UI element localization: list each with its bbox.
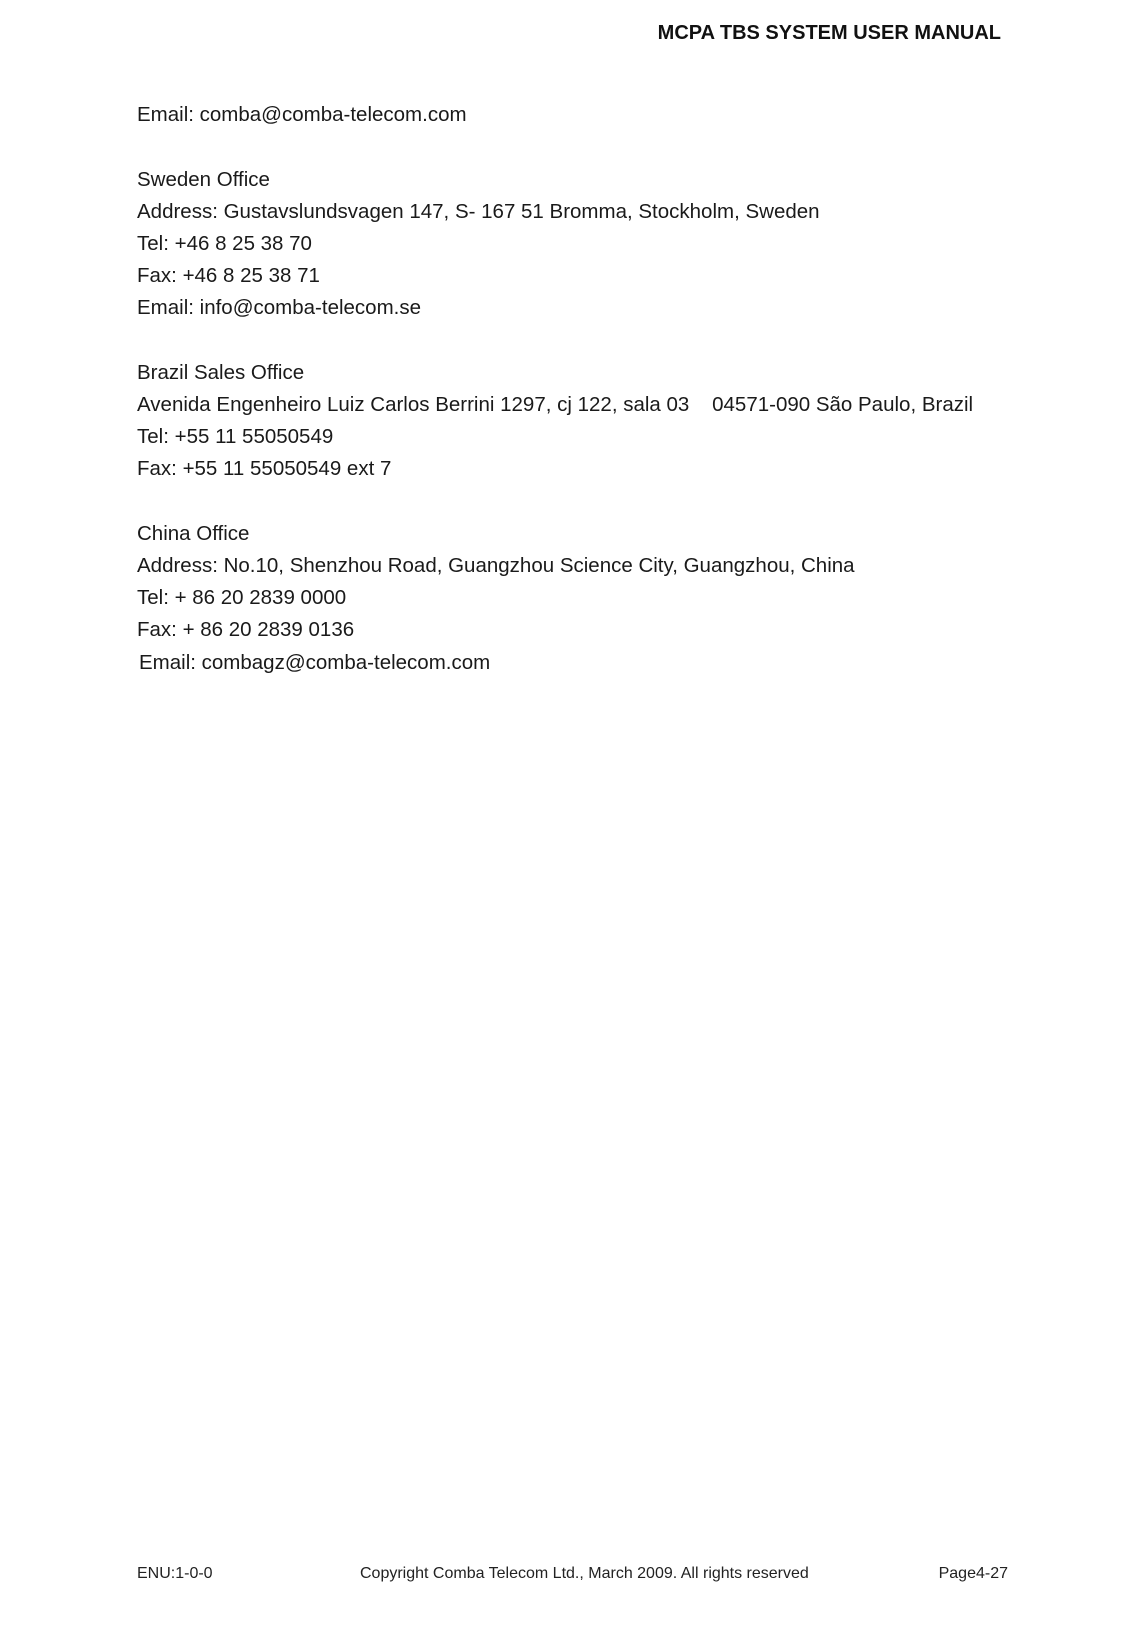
- page-header-title: MCPA TBS SYSTEM USER MANUAL: [657, 22, 1001, 44]
- brazil-office-tel: Tel: +55 11 55050549: [137, 425, 334, 448]
- brazil-office-address: Avenida Engenheiro Luiz Carlos Berrini 1297, cj 122, sala 03 04571-090 São Paulo, Brazil: [137, 393, 974, 416]
- footer-page-number: Page4-27: [938, 1565, 1008, 1582]
- sweden-office-fax: Fax: +46 8 25 38 71: [137, 264, 320, 287]
- sweden-office-tel: Tel: +46 8 25 38 70: [137, 232, 312, 255]
- china-office-tel: Tel: + 86 20 2839 0000: [137, 586, 347, 609]
- china-office-address: Address: No.10, Shenzhou Road, Guangzhou Science City, Guangzhou, China: [137, 554, 855, 577]
- china-office-title: China Office: [137, 522, 250, 545]
- sweden-office-address: Address: Gustavslundsvagen 147, S- 167 51 Bromma, Stockholm, Sweden: [137, 200, 820, 223]
- brazil-office-fax: Fax: +55 11 55050549 ext 7: [137, 457, 392, 480]
- brazil-office-title: Brazil Sales Office: [137, 361, 305, 384]
- top-email: Email: comba@comba-telecom.com: [137, 103, 467, 126]
- sweden-office-title: Sweden Office: [137, 168, 270, 191]
- footer-copyright: Copyright Comba Telecom Ltd., March 2009. All rights reserved: [360, 1565, 809, 1582]
- china-office-email: Email: combagz@comba-telecom.com: [139, 651, 491, 674]
- china-office-fax: Fax: + 86 20 2839 0136: [137, 618, 355, 641]
- footer-doc-id: ENU:1-0-0: [137, 1565, 213, 1582]
- sweden-office-email: Email: info@comba-telecom.se: [137, 296, 421, 319]
